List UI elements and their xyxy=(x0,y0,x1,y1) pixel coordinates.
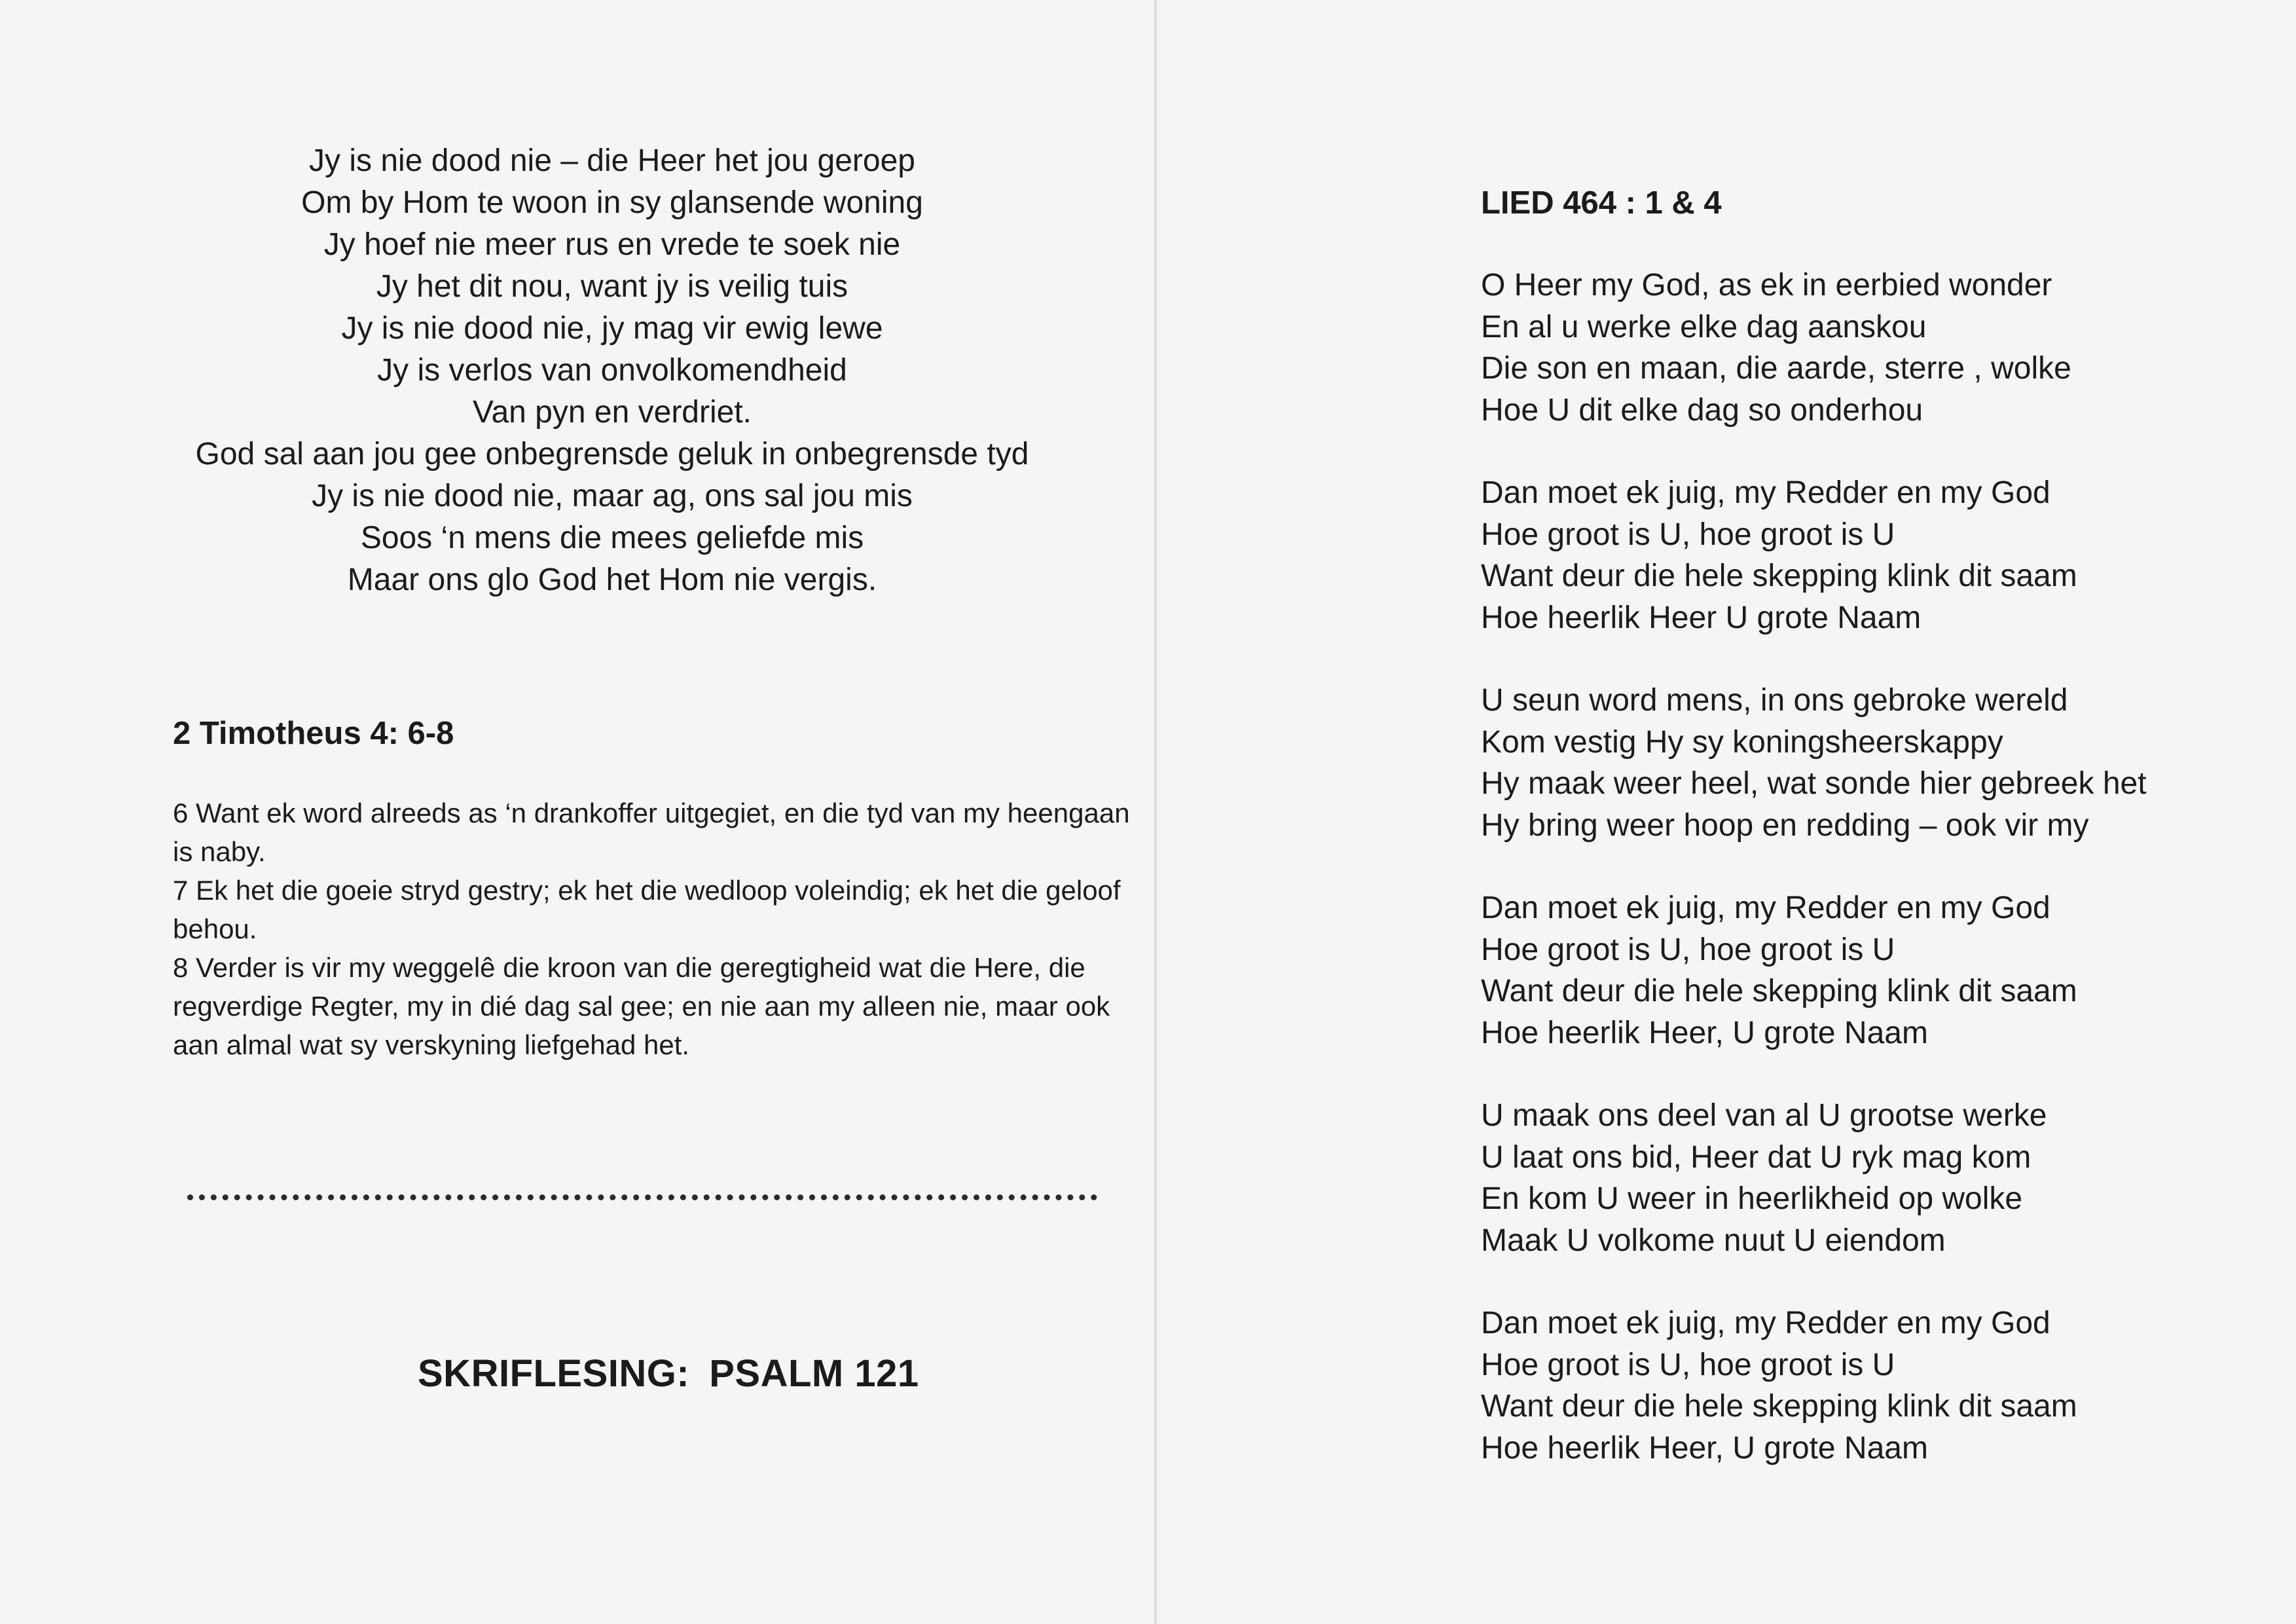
hymn-chorus xyxy=(1481,887,2286,1054)
hymn-line: Die son en maan, die aarde, sterre , wolke xyxy=(1481,351,2071,386)
poem-line: Om by Hom te woon in sy glansende woning xyxy=(301,185,923,220)
poem-line: Jy is nie dood nie, maar ag, ons sal jou mis xyxy=(312,479,913,513)
hymn-chorus xyxy=(1481,472,2286,638)
hymn-line: Hoe U dit elke dag so onderhou xyxy=(1481,392,1923,428)
hymn-line: Hy maak weer heel, wat sonde hier gebreek het xyxy=(1481,766,2147,801)
poem-line: Jy is nie dood nie – die Heer het jou geroep xyxy=(309,143,915,178)
hymn-line: Dan moet ek juig, my Redder en my God xyxy=(1481,475,2050,510)
hymn-line: Hoe heerlik Heer U grote Naam xyxy=(1481,600,1922,635)
verse-8: 8 Verder is vir my weggelê die kroon van die geregtigheid wat die Here, die regverdige Regter, my in dié dag sal gee; en nie aan my alleen nie, maar ook aan almal wat sy verskyning liefgehad het. xyxy=(173,952,1110,1060)
hymn-line: Dan moet ek juig, my Redder en my God xyxy=(1481,1306,2050,1340)
hymn-stanza xyxy=(1481,265,2286,431)
poem-line: Jy is nie dood nie, jy mag vir ewig lewe xyxy=(341,311,883,346)
hymn-line: U seun word mens, in ons gebroke wereld xyxy=(1481,683,2068,718)
poem-line: Maar ons glo God het Hom nie vergis. xyxy=(347,563,877,597)
poem-line: Jy is verlos van onvolkomendheid xyxy=(377,353,847,388)
hymn-line: Kom vestig Hy sy koningsheerskappy xyxy=(1481,724,2003,760)
poem-line: Jy het dit nou, want jy is veilig tuis xyxy=(376,269,848,304)
hymn-block xyxy=(1481,182,2286,1510)
reading-heading xyxy=(418,1352,919,1395)
poem-line: Van pyn en verdriet. xyxy=(472,395,752,430)
hymn-line: Dan moet ek juig, my Redder en my God xyxy=(1481,891,2050,925)
poem-line: Jy hoef nie meer rus en vrede te soek nie xyxy=(323,227,901,262)
hymn-line: Hy bring weer hoop en redding – ook vir my xyxy=(1481,807,2089,843)
hymn-line: Hoe heerlik Heer, U grote Naam xyxy=(1481,1015,1928,1050)
hymn-title: LIED 464 : 1 & 4 xyxy=(1481,185,1722,221)
poem-line: God sal aan jou gee onbegrensde geluk in onbegrensde tyd xyxy=(195,437,1029,471)
scripture-reference: 2 Timotheus 4: 6-8 xyxy=(173,716,454,751)
hymn-stanza xyxy=(1481,1095,2286,1261)
hymn-line: Want deur die hele skepping klink dit saam xyxy=(1481,1389,2077,1424)
hymn-line: U maak ons deel van al U grootse werke xyxy=(1481,1098,2047,1133)
hymn-line: Hoe groot is U, hoe groot is U xyxy=(1481,932,1895,967)
hymn-line: Want deur die hele skepping klink dit saam xyxy=(1481,559,2077,593)
memorial-poem xyxy=(0,140,1224,601)
hymn-line: Hoe heerlik Heer, U grote Naam xyxy=(1481,1430,1928,1466)
hymn-stanza xyxy=(1481,680,2286,846)
hymn-chorus xyxy=(1481,1302,2286,1469)
reading-psalm: PSALM 121 xyxy=(709,1352,919,1395)
hymn-line: O Heer my God, as ek in eerbied wonder xyxy=(1481,268,2052,303)
hymn-line: Hoe groot is U, hoe groot is U xyxy=(1481,1347,1895,1382)
scripture-passage xyxy=(173,794,1142,1064)
hymn-line: Want deur die hele skepping klink dit saam xyxy=(1481,974,2077,1008)
poem-line: Soos ‘n mens die mees geliefde mis xyxy=(360,521,864,555)
reading-label: SKRIFLESING: xyxy=(418,1352,690,1395)
hymn-line: Hoe groot is U, hoe groot is U xyxy=(1481,517,1895,552)
verse-7: 7 Ek het die goeie stryd gestry; ek het die wedloop voleindig; ek het die geloof behou. xyxy=(173,875,1121,944)
hymn-line: En al u werke elke dag aanskou xyxy=(1481,309,1927,344)
dotted-divider xyxy=(187,1194,1097,1200)
hymn-line: Maak U volkome nuut U eiendom xyxy=(1481,1223,1946,1258)
hymn-line: U laat ons bid, Heer dat U ryk mag kom xyxy=(1481,1139,2032,1175)
verse-6: 6 Want ek word alreeds as ‘n drankoffer uitgegiet, en die tyd van my heengaan is naby. xyxy=(173,798,1130,867)
hymn-line: En kom U weer in heerlikheid op wolke xyxy=(1481,1181,2023,1216)
